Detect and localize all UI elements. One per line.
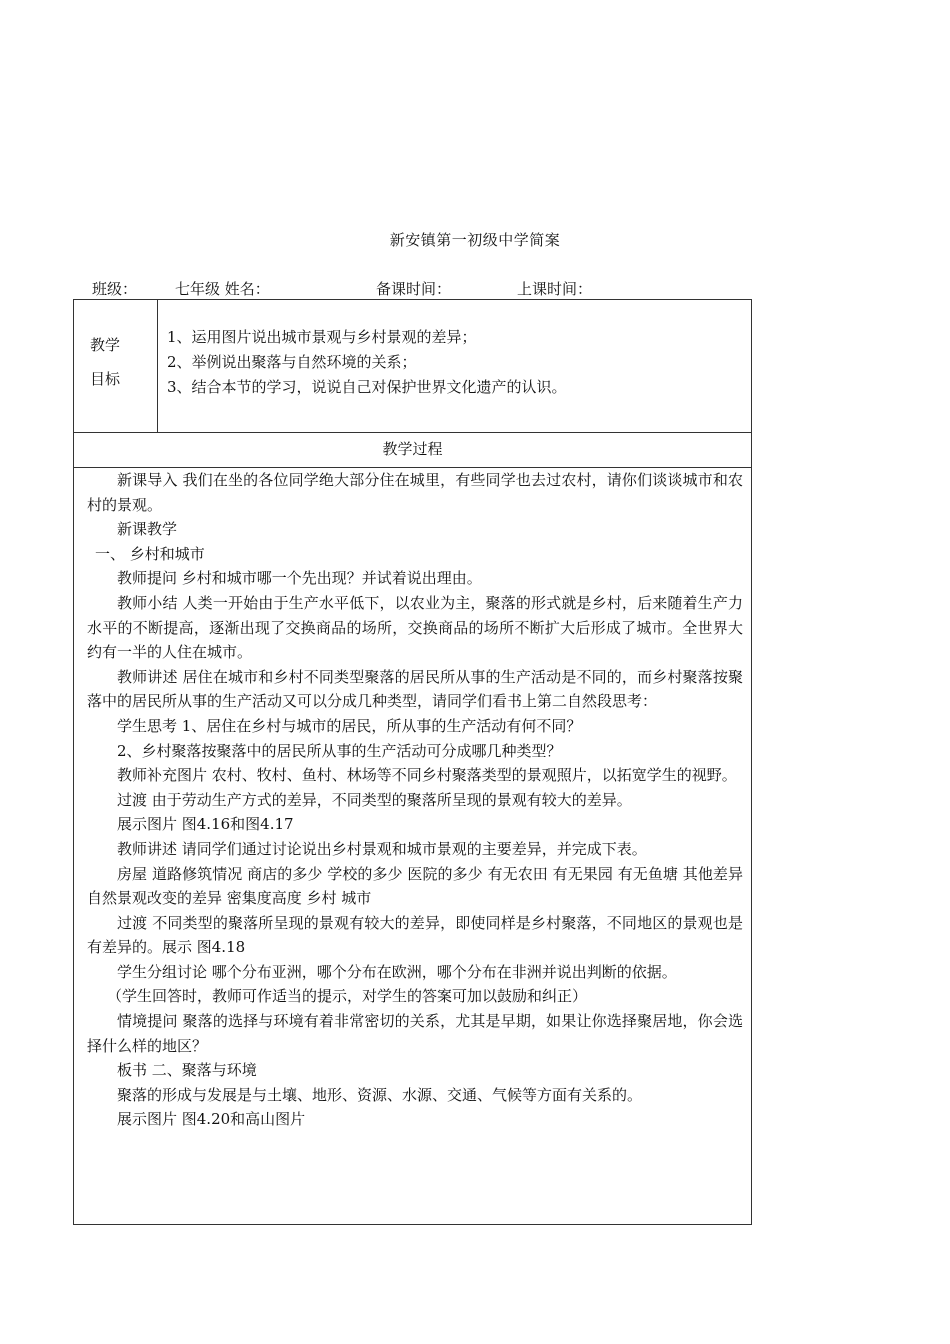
process-paragraph: 过渡 不同类型的聚落所呈现的景观有较大的差异，即使同样是乡村聚落，不同地区的景观也是有差异的。展示 图4.18: [87, 913, 743, 957]
process-paragraph: 教师讲述 居住在城市和乡村不同类型聚落的居民所从事的生产活动是不同的，而乡村聚落按聚落中的居民所从事的生产活动又可以分成几种类型，请同学们看书上第二自然段思考：: [87, 667, 743, 711]
teaching-process-body: [87, 468, 743, 1132]
process-paragraph: 2、乡村聚落按聚落中的居民所从事的生产活动可分成哪几种类型？: [117, 741, 562, 760]
process-paragraph: 学生思考 1、居住在乡村与城市的居民，所从事的生产活动有何不同？: [117, 716, 582, 735]
process-paragraph: 新课导入 我们在坐的各位同学绝大部分住在城里，有些同学也去过农村，请你们谈谈城市和农村的景观。: [87, 471, 743, 514]
process-paragraph: 教师补充图片 农村、牧村、鱼村、林场等不同乡村聚落类型的景观照片，以拓宽学生的视野。: [117, 766, 737, 785]
process-paragraph: 新课教学: [117, 520, 178, 539]
process-paragraph: （学生回答时，教师可作适当的提示，对学生的答案可加以鼓励和纠正）: [107, 987, 588, 1006]
document-title: 新安镇第一初级中学简案: [389, 231, 561, 249]
process-paragraph: 过渡 由于劳动生产方式的差异，不同类型的聚落所呈现的景观有较大的差异。: [117, 790, 632, 809]
class-label: 班级：: [92, 280, 138, 298]
teaching-goals-list: [167, 325, 567, 400]
grade-name-label: 七年级 姓名：: [175, 280, 270, 298]
teaching-goals-row: [74, 300, 751, 433]
comparison-table-line: 房屋 道路修筑情况 商店的多少 学校的多少 医院的多少 有无农田 有无果园 有无鱼塘 其他差异 自然景观改变的差异 密集度高度 乡村 城市: [87, 864, 743, 908]
process-paragraph: 板书 二、聚落与环境: [117, 1061, 257, 1080]
prep-time-label: 备课时间：: [376, 280, 452, 298]
goal-item: 3、结合本节的学习，说说自己对保护世界文化遗产的认识。: [167, 378, 567, 396]
process-paragraph: 展示图片 图4.20和高山图片: [117, 1110, 306, 1129]
process-paragraph: 教师小结 人类一开始由于生产水平低下，以农业为主，聚落的形式就是乡村，后来随着生产力水平的不断提高，逐渐出现了交换商品的场所，交换商品的场所不断扩大后形成了城市。全世界大约有一半的人住在城市。: [87, 593, 743, 662]
process-paragraph: 学生分组讨论 哪个分布亚洲，哪个分布在欧洲，哪个分布在非洲并说出判断的依据。: [117, 962, 677, 981]
section-heading: 一、 乡村和城市: [95, 544, 205, 563]
goals-label-line1: 教学: [90, 336, 121, 354]
goal-item: 1、运用图片说出城市景观与乡村景观的差异；: [167, 328, 477, 346]
process-paragraph: 聚落的形成与发展是与土壤、地形、资源、水源、交通、气候等方面有关系的。: [117, 1085, 643, 1104]
process-paragraph: 教师讲述 请同学们通过讨论说出乡村景观和城市景观的主要差异，并完成下表。: [117, 839, 647, 858]
goal-item: 2、举例说出聚落与自然环境的关系；: [167, 353, 417, 371]
class-time-label: 上课时间：: [517, 280, 593, 298]
teaching-process-header: 教学过程: [74, 433, 751, 468]
goals-label-line2: 目标: [90, 370, 121, 388]
process-paragraph: 情境提问 聚落的选择与环境有着非常密切的关系，尤其是早期，如果让你选择聚居地，你会选择什么样的地区？: [87, 1012, 743, 1055]
process-paragraph: 展示图片 图4.16和图4.17: [117, 815, 294, 834]
teaching-goals-label: [74, 300, 158, 432]
lesson-plan-table: [73, 299, 752, 1225]
process-paragraph: 教师提问 乡村和城市哪一个先出现？并试着说出理由。: [117, 569, 482, 588]
